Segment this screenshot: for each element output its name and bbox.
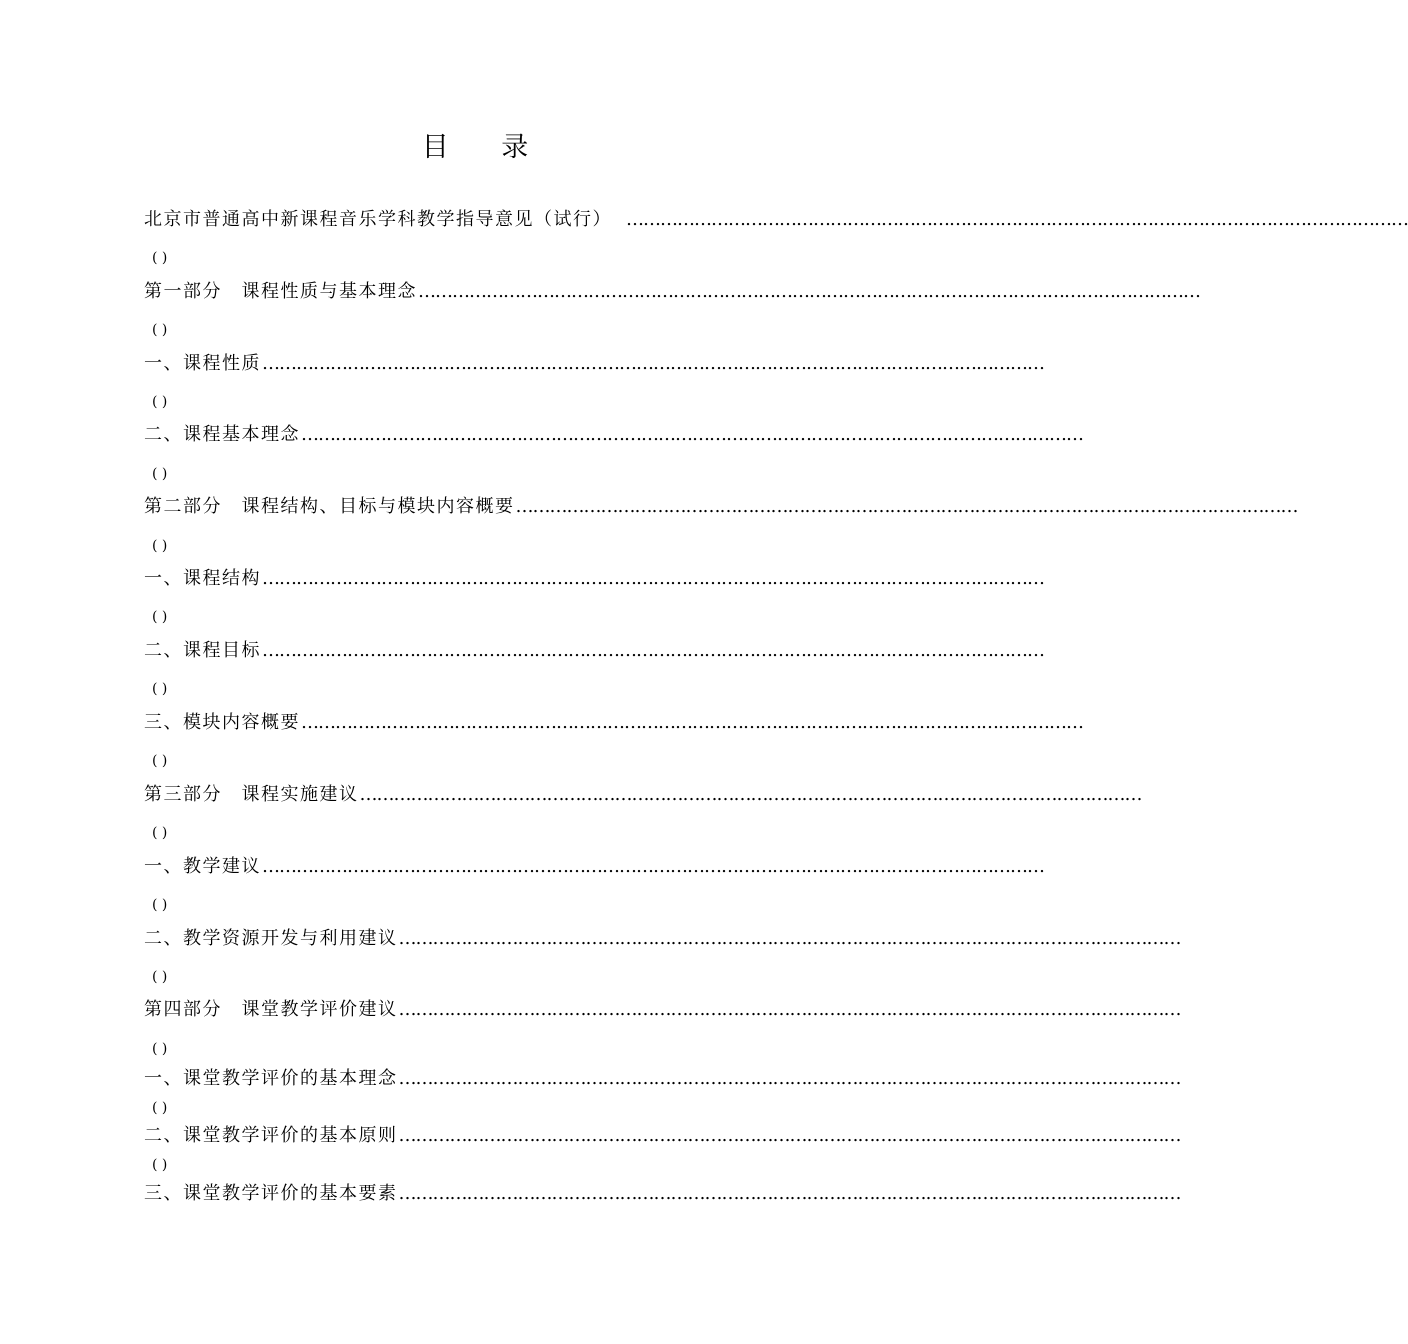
toc-entry-label: 一、课程性质 xyxy=(144,353,261,374)
toc-dot-leader: ………………………………………………………………………………………………………………………… xyxy=(398,1068,1181,1089)
toc-entry-label: 一、课堂教学评价的基本理念 xyxy=(144,1068,398,1089)
toc-entry-label: 三、模块内容概要 xyxy=(144,712,300,733)
toc-entry-part-two[interactable] xyxy=(144,492,1298,522)
page-title: 目 录 xyxy=(421,132,551,163)
toc-dot-leader: ………………………………………………………………………………………………………………………… xyxy=(262,353,1044,374)
toc-entry-label: 三、课堂教学评价的基本要素 xyxy=(144,1183,398,1204)
toc-page-number: ( ) xyxy=(152,681,168,697)
toc-entry-part-one[interactable] xyxy=(144,277,1200,307)
toc-entry-guidance[interactable] xyxy=(144,205,1408,235)
toc-entry-evaluation-concepts[interactable] xyxy=(144,1064,1181,1094)
toc-page-number: ( ) xyxy=(152,250,168,266)
toc-entry-label: 第四部分 课堂教学评价建议 xyxy=(144,999,398,1020)
toc-dot-leader: ………………………………………………………………………………………………………………………… xyxy=(398,1125,1181,1146)
toc-page-number: ( ) xyxy=(152,825,168,841)
toc-entry-label: 北京市普通高中新课程音乐学科教学指导意见（试行） xyxy=(144,209,612,230)
toc-entry-label: 二、课堂教学评价的基本原则 xyxy=(144,1125,398,1146)
toc-dot-leader: ………………………………………………………………………………………………………………………… xyxy=(398,1183,1181,1204)
toc-dot-leader: ………………………………………………………………………………………………………………………… xyxy=(262,856,1044,877)
toc-entry-course-structure[interactable] xyxy=(144,564,1044,594)
toc-entry-part-four[interactable] xyxy=(144,995,1181,1025)
toc-entry-course-nature[interactable] xyxy=(144,349,1044,379)
toc-page-number: ( ) xyxy=(152,466,168,482)
toc-page-number: ( ) xyxy=(152,969,168,985)
toc-entry-evaluation-elements[interactable] xyxy=(144,1179,1181,1209)
toc-dot-leader: ………………………………………………………………………………………………………………………… xyxy=(262,568,1044,589)
toc-entry-label: 二、课程基本理念 xyxy=(144,424,300,445)
toc-page-number: ( ) xyxy=(152,1157,168,1173)
toc-entry-label: 二、课程目标 xyxy=(144,640,261,661)
toc-page-number: ( ) xyxy=(152,394,168,410)
toc-entry-label: 一、课程结构 xyxy=(144,568,261,589)
toc-dot-leader: ………………………………………………………………………………………………………………………… xyxy=(398,999,1181,1020)
toc-page-number: ( ) xyxy=(152,609,168,625)
toc-entry-part-three[interactable] xyxy=(144,780,1142,810)
toc-page-number: ( ) xyxy=(152,1041,168,1057)
toc-entry-label: 第三部分 课程实施建议 xyxy=(144,784,359,805)
toc-dot-leader: ………………………………………………………………………………………………………………………… xyxy=(418,281,1200,302)
toc-page-number: ( ) xyxy=(152,538,168,554)
toc-dot-leader: ………………………………………………………………………………………………………………………… xyxy=(262,640,1044,661)
toc-dot-leader: ………………………………………………………………………………………………………………………… xyxy=(301,712,1083,733)
toc-entry-label: 二、教学资源开发与利用建议 xyxy=(144,928,398,949)
toc-dot-leader: ………………………………………………………………………………………………………………………… xyxy=(301,424,1083,445)
toc-entry-label: 第二部分 课程结构、目标与模块内容概要 xyxy=(144,496,515,517)
toc-entry-module-summary[interactable] xyxy=(144,708,1083,738)
toc-entry-course-goals[interactable] xyxy=(144,636,1044,666)
toc-page-number: ( ) xyxy=(152,897,168,913)
toc-entry-basic-concepts[interactable] xyxy=(144,420,1083,450)
toc-entry-teaching-suggestions[interactable] xyxy=(144,852,1044,882)
toc-entry-label: 第一部分 课程性质与基本理念 xyxy=(144,281,417,302)
toc-dot-leader: ………………………………………………………………………………………………………………………… xyxy=(515,496,1298,517)
toc-entry-label: 一、教学建议 xyxy=(144,856,261,877)
toc-entry-evaluation-principles[interactable] xyxy=(144,1121,1181,1151)
toc-page-number: ( ) xyxy=(152,1100,168,1116)
toc-dot-leader: ………………………………………………………………………………………………………………………… xyxy=(398,928,1181,949)
toc-page-number: ( ) xyxy=(152,753,168,769)
toc-page-number: ( ) xyxy=(152,322,168,338)
toc-dot-leader: ………………………………………………………………………………………………………………………… xyxy=(359,784,1142,805)
toc-entry-resource-development[interactable] xyxy=(144,924,1181,954)
toc-dot-leader: ………………………………………………………………………………………………………………………… xyxy=(626,209,1408,230)
